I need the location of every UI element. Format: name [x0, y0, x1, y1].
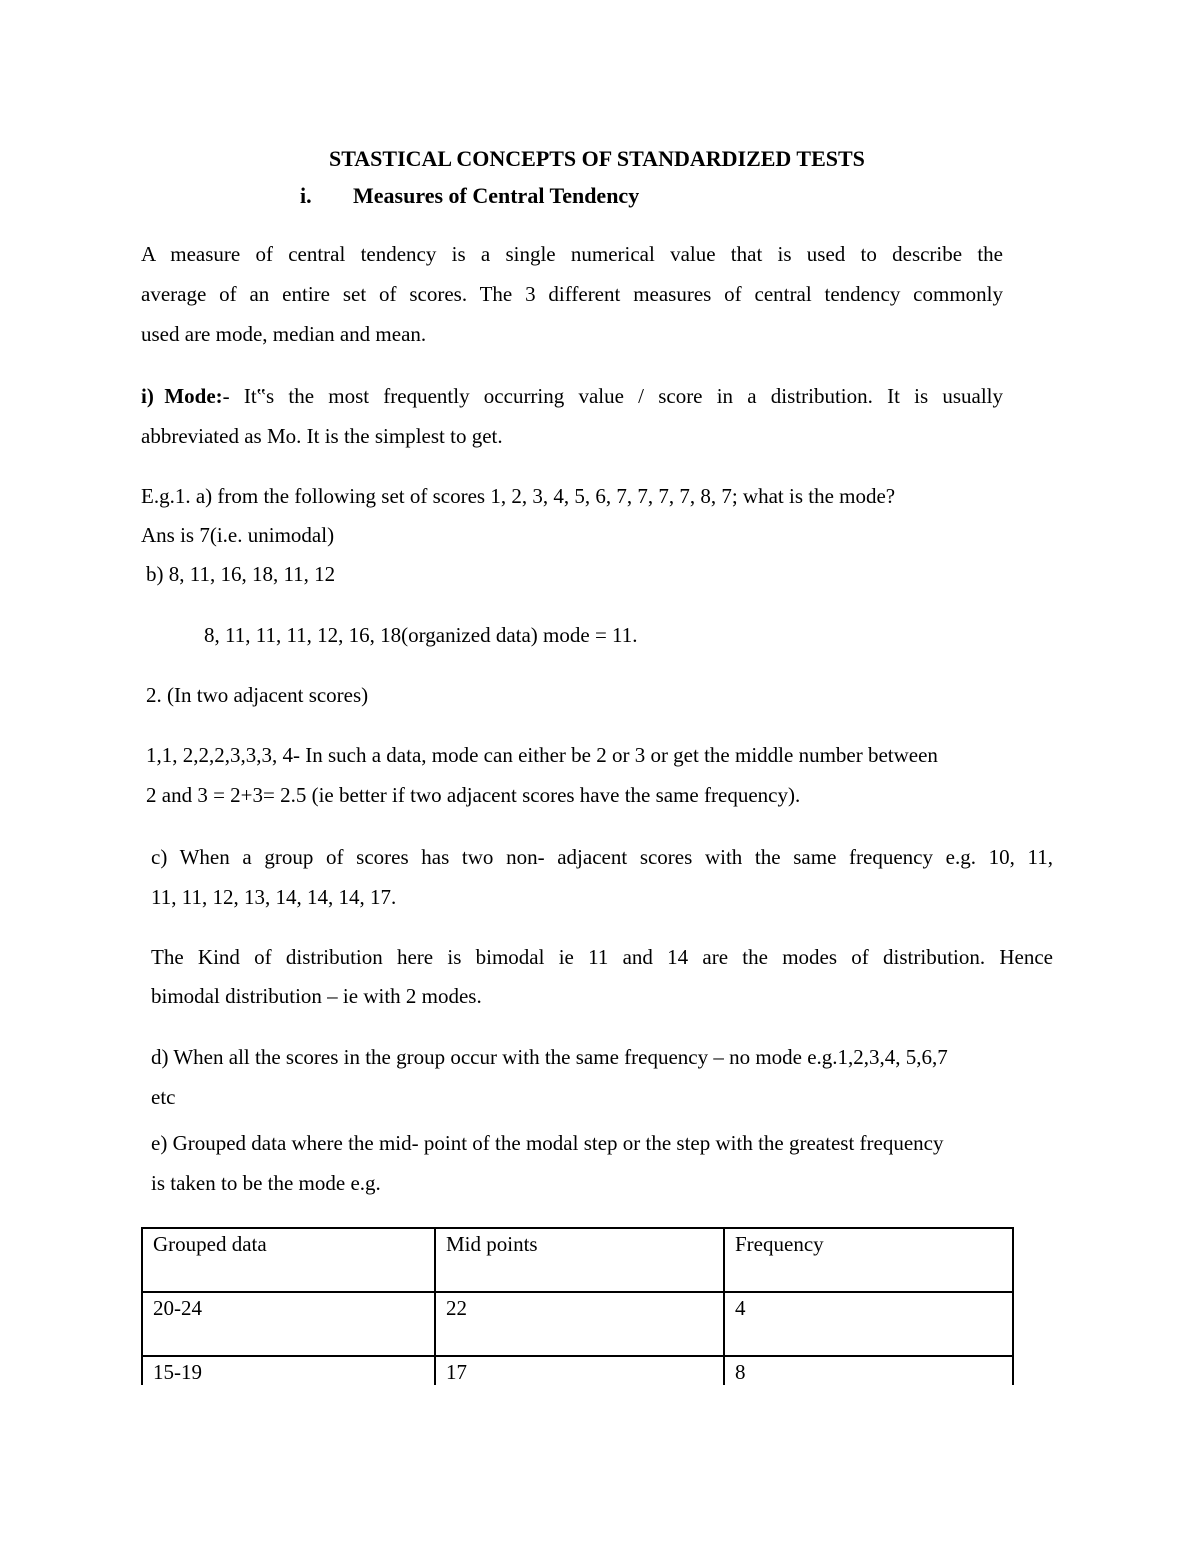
intro-line-2: average of an entire set of scores. The 3 different measures of central tendency commonly — [141, 282, 1003, 306]
example-e-line-2: is taken to be the mode e.g. — [151, 1171, 381, 1195]
bimodal-line-2: bimodal distribution – ie with 2 modes. — [151, 984, 482, 1008]
example-1b: b) 8, 11, 16, 18, 11, 12 — [146, 562, 336, 586]
table-cell: 17 — [435, 1356, 724, 1385]
example-1b-organized: 8, 11, 11, 11, 12, 16, 18(organized data) mode = 11. — [204, 623, 638, 647]
bimodal-line-1: The Kind of distribution here is bimodal ie 11 and 14 are the modes of distribution. Hence — [151, 945, 1053, 969]
example-1a: E.g.1. a) from the following set of scores 1, 2, 3, 4, 5, 6, 7, 7, 7, 7, 8, 7; what is the mode? — [141, 484, 896, 508]
table-cell: 20-24 — [142, 1292, 435, 1356]
table-header-cell: Grouped data — [142, 1228, 435, 1292]
table-cell: 22 — [435, 1292, 724, 1356]
example-c-line-2: 11, 11, 12, 13, 14, 14, 14, 17. — [151, 885, 397, 909]
mode-label: i) Mode: — [141, 384, 223, 408]
mode-line-1 — [141, 381, 1003, 411]
example-c-line-1: c) When a group of scores has two non- adjacent scores with the same frequency e.g. 10, 11, — [151, 845, 1053, 869]
example-2-line-2: 2 and 3 = 2+3= 2.5 (ie better if two adjacent scores have the same frequency). — [146, 783, 801, 807]
table-row — [142, 1356, 1013, 1385]
section-number: i. — [300, 183, 312, 208]
intro-line-1: A measure of central tendency is a single numerical value that is used to describe the — [141, 242, 1003, 266]
table-cell: 8 — [724, 1356, 1013, 1385]
table-cell: 15-19 — [142, 1356, 435, 1385]
mode-line-2: abbreviated as Mo. It is the simplest to get. — [141, 424, 503, 448]
document-title: STASTICAL CONCEPTS OF STANDARDIZED TESTS — [329, 146, 865, 171]
example-2-line-1: 1,1, 2,2,2,3,3,3, 4- In such a data, mode can either be 2 or 3 or get the middle number between — [146, 743, 938, 767]
example-d-line-2: etc — [151, 1085, 176, 1109]
example-1a-answer: Ans is 7(i.e. unimodal) — [141, 523, 335, 547]
table-cell: 4 — [724, 1292, 1013, 1356]
example-2-heading: 2. (In two adjacent scores) — [146, 683, 369, 707]
grouped-data-table — [141, 1227, 1014, 1385]
intro-line-3: used are mode, median and mean. — [141, 322, 427, 346]
table-header-cell: Mid points — [435, 1228, 724, 1292]
example-e-line-1: e) Grouped data where the mid- point of the modal step or the step with the greatest frequency — [151, 1131, 944, 1155]
section-title: Measures of Central Tendency — [353, 183, 640, 208]
mode-definition: - It‟s the most frequently occurring value / score in a distribution. It is usually — [222, 384, 1003, 408]
table-header-cell: Frequency — [724, 1228, 1013, 1292]
table-header-row — [142, 1228, 1013, 1292]
example-d-line-1: d) When all the scores in the group occur with the same frequency – no mode e.g.1,2,3,4, 5,6,7 — [151, 1045, 948, 1069]
table-row — [142, 1292, 1013, 1356]
